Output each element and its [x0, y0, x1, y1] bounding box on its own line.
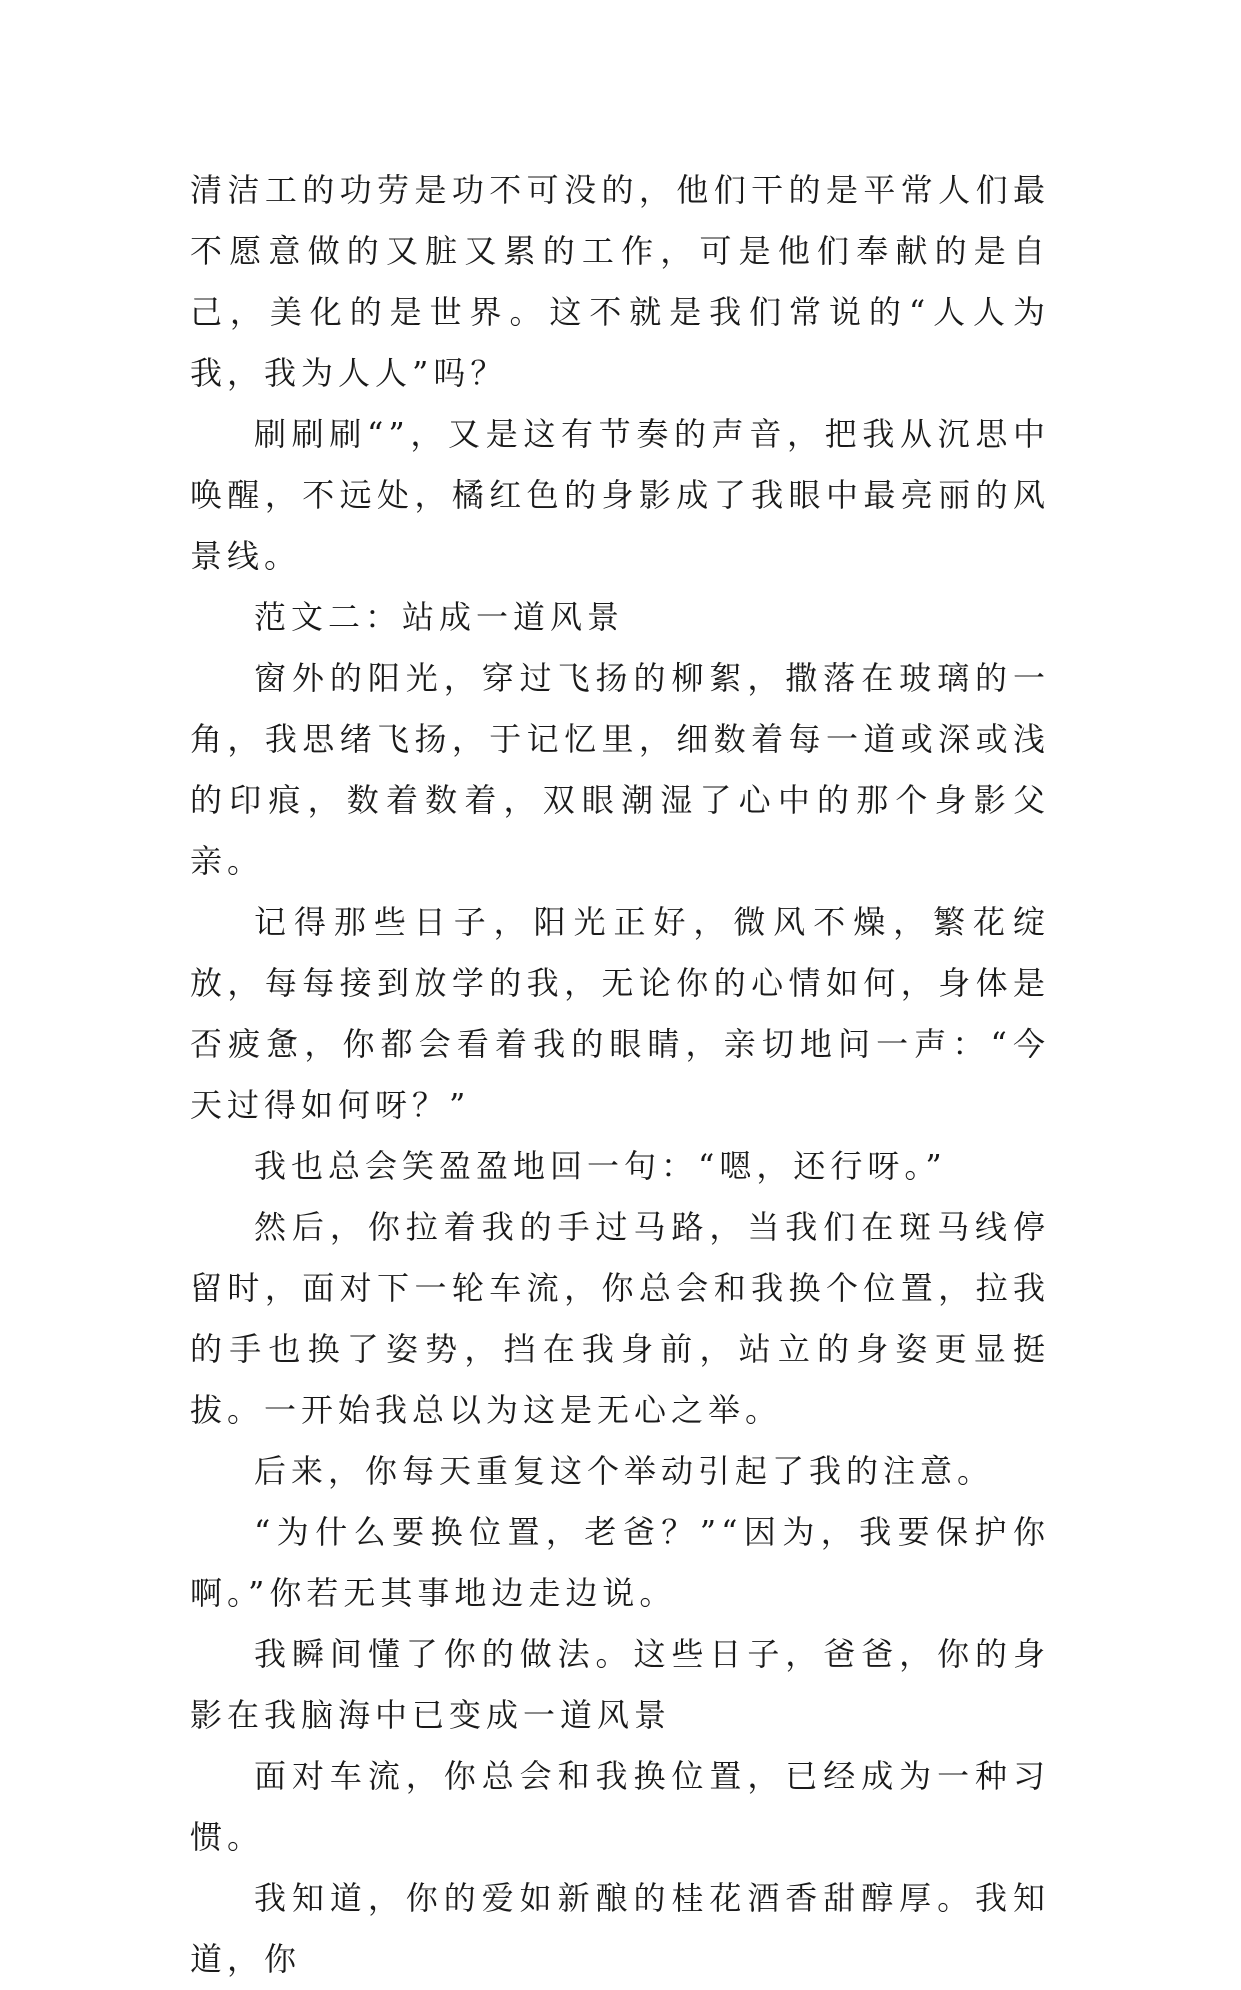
paragraph-6: 我也总会笑盈盈地回一句：“嗯，还行呀。”	[254, 1147, 947, 1185]
paragraph-1: 清洁工的功劳是功不可没的，他们干的是平常人们最不愿意做的又脏又累的工作，可是他们奉献的是自己，美化的是世界。这不就是我们常说的“人人为我，我为人人”吗？	[190, 171, 1050, 392]
paragraph-2: 刷刷刷“”，又是这有节奏的声音，把我从沉思中唤醒，不远处，橘红色的身影成了我眼中最亮丽的风景线。	[190, 415, 1050, 575]
paragraph-11: 面对车流，你总会和我换位置，已经成为一种习惯。	[190, 1757, 1050, 1856]
document-body	[190, 160, 1050, 1990]
section-heading: 范文二：站成一道风景	[254, 598, 625, 636]
paragraph-8: 后来，你每天重复这个举动引起了我的注意。	[254, 1452, 995, 1490]
paragraph-10: 我瞬间懂了你的做法。这些日子，爸爸，你的身影在我脑海中已变成一道风景	[190, 1635, 1050, 1734]
paragraph-12: 我知道，你的爱如新酿的桂花酒香甜醇厚。我知道，你	[190, 1879, 1050, 1978]
paragraph-5: 记得那些日子，阳光正好，微风不燥，繁花绽放，每每接到放学的我，无论你的心情如何，身体是否疲惫，你都会看着我的眼睛，亲切地问一声：“今天过得如何呀？”	[190, 903, 1050, 1124]
paragraph-4: 窗外的阳光，穿过飞扬的柳絮，撒落在玻璃的一角，我思绪飞扬，于记忆里，细数着每一道或深或浅的印痕，数着数着，双眼潮湿了心中的那个身影父亲。	[190, 659, 1050, 880]
paragraph-9: “为什么要换位置，老爸？”“因为，我要保护你啊。”你若无其事地边走边说。	[190, 1513, 1050, 1612]
paragraph-7: 然后，你拉着我的手过马路，当我们在斑马线停留时，面对下一轮车流，你总会和我换个位置，拉我的手也换了姿势，挡在我身前，站立的身姿更显挺拔。一开始我总以为这是无心之举。	[190, 1208, 1050, 1429]
